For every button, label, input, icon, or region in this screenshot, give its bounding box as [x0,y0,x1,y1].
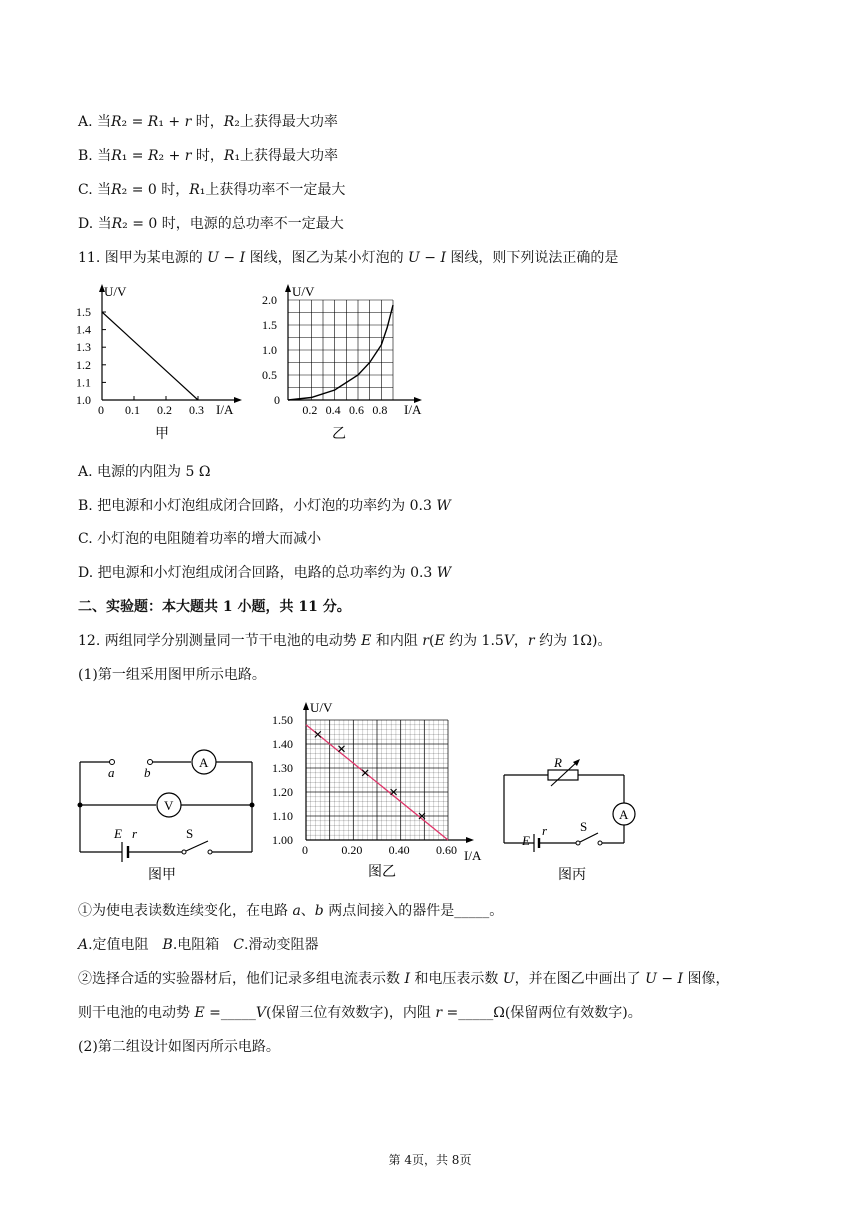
jia-xlabel: I/A [216,402,234,417]
page-footer: 第 4页，共 8页 [388,1153,472,1167]
q11-option-b: B. 把电源和小灯泡组成闭合回路，小灯泡的功率约为 0.3 𝑊 [78,498,451,514]
voltmeter-label: V [164,798,174,813]
question-12-ii: ②选择合适的实验器材后，他们记录多组电流表示数 𝐼 和电压表示数 𝑈，并在图乙中画出了 𝑈 − 𝐼 图像， [78,971,730,987]
q11-option-a: A. 电源的内阻为 5 Ω [78,464,211,480]
ammeter-bing-label: A [619,807,629,822]
g3-ytick-label: 1.10 [272,809,293,823]
jia-line [102,312,198,400]
label-s-bing: S [580,819,588,834]
g3-ylabel: U/V [310,700,333,715]
jia-xtick-label: 0.2 [157,403,172,417]
jia-xtick-label: 0.3 [189,403,204,417]
yi-ytick-label: 1.5 [262,318,277,332]
yi-ytick-label: 1.0 [262,343,277,357]
yi-xtick-label: 0.6 [349,403,364,417]
label-e: E [114,826,122,841]
terminal-b [148,760,153,765]
jia-ytick-label: 1.4 [76,322,91,337]
switch-s [186,841,208,851]
label-r: r [132,826,138,841]
question-12-ii-cont: 则干电池的电动势 𝐸 =_____𝑉(保留三位有效数字)，内阻 𝑟 =_____Ω(保留两位有效数字)。 [78,1005,642,1021]
caption-fig-bing: 图丙 [558,868,586,883]
g3-xlabel: I/A [464,848,482,863]
yi-xtick-label: 0.2 [302,403,318,417]
figure-jia [70,280,250,454]
question-12-part1: (1)第一组采用图甲所示电路。 [78,667,266,683]
option-a: A. 当𝑅₂ = 𝑅₁ + 𝑟 时，𝑅₂上获得最大功率 [78,114,338,130]
yi-ylabel: U/V [292,284,315,299]
yi-curve [288,305,393,400]
caption-fig-yi: 图乙 [368,865,396,880]
g3-xtick-label: 0.40 [388,843,410,857]
jia-caption: 甲 [155,427,169,442]
g3-ytick-label: 1.30 [272,761,293,775]
jia-ytick-label: 1.1 [76,375,91,390]
g3-ytick-label: 1.00 [272,833,293,847]
yi-caption: 乙 [332,427,346,442]
option-b: B. 当𝑅₁ = 𝑅₂ + 𝑟 时，𝑅₁上获得最大功率 [78,148,339,164]
q11-option-d: D. 把电源和小灯泡组成闭合回路，电路的总功率约为 0.3 𝑊 [78,565,452,581]
label-b: b [144,765,151,780]
g3-xtick-label: 0.60 [436,843,457,857]
jia-ytick-label: 1.5 [76,305,91,319]
label-e-bing: E [522,833,530,848]
g3-ytick-label: 1.40 [272,737,293,751]
caption-fig-jia: 图甲 [148,868,176,883]
section-heading: 二、实验题：本大题共 1 小题，共 11 分。 [78,599,351,615]
question-11: 11. 图甲为某电源的 𝑈 − 𝐼 图线，图乙为某小灯泡的 𝑈 − 𝐼 图线，则下列说法正确的是 [78,250,619,266]
q11-option-c: C. 小灯泡的电阻随着功率的增大而减小 [78,531,322,547]
yi-ytick-label: 0.5 [262,368,277,382]
switch-bing [580,833,598,842]
jia-ytick-label: 1.3 [76,340,91,355]
question-12: 12. 两组同学分别测量同一节干电池的电动势 𝐸 和内阻 𝑟(𝐸 约为 1.5𝑉，𝑟 约为 1Ω)。 [78,633,612,649]
circuit-bing [496,755,646,889]
yi-xlabel: I/A [404,402,422,417]
yi-ytick-label: 0 [274,393,280,407]
jia-ytick-label: 1.2 [76,357,91,372]
jia-xtick-label: 0 [98,403,104,417]
yi-ytick-label: 2.0 [262,293,277,307]
question-12-i: ①为使电表读数连续变化，在电路 𝑎、𝑏 两点间接入的器件是_____。 [78,903,504,919]
g3-xtick-label: 0.20 [341,843,363,857]
ammeter-label: A [199,755,209,770]
jia-ytick-label: 1.0 [76,393,91,407]
label-r-rheostat: R [554,755,562,770]
circuit-jia [72,735,262,889]
label-r-bing: r [542,823,548,838]
option-c: C. 当𝑅₂ = 0 时，𝑅₁上获得功率不一定最大 [78,182,346,198]
yi-xtick-label: 0.4 [325,403,341,417]
terminal-a [110,760,115,765]
jia-ylabel: U/V [104,284,127,299]
g3-xtick-label: 0 [302,843,308,857]
option-d: D. 当𝑅₂ = 0 时，电源的总功率不一定最大 [78,216,344,232]
jia-xtick-label: 0.1 [125,403,140,417]
question-12-part2: (2)第二组设计如图丙所示电路。 [78,1039,280,1055]
yi-xtick-label: 0.8 [372,403,388,417]
figure-tu-yi [268,700,488,884]
g3-ytick-label: 1.20 [272,785,293,799]
label-a: a [108,765,115,780]
question-12-options: 𝐴.定值电阻 𝐵.电阻箱 𝐶.滑动变阻器 [78,937,319,953]
label-s: S [186,826,194,841]
figure-yi [258,280,438,454]
g3-ytick-label: 1.50 [272,713,293,727]
